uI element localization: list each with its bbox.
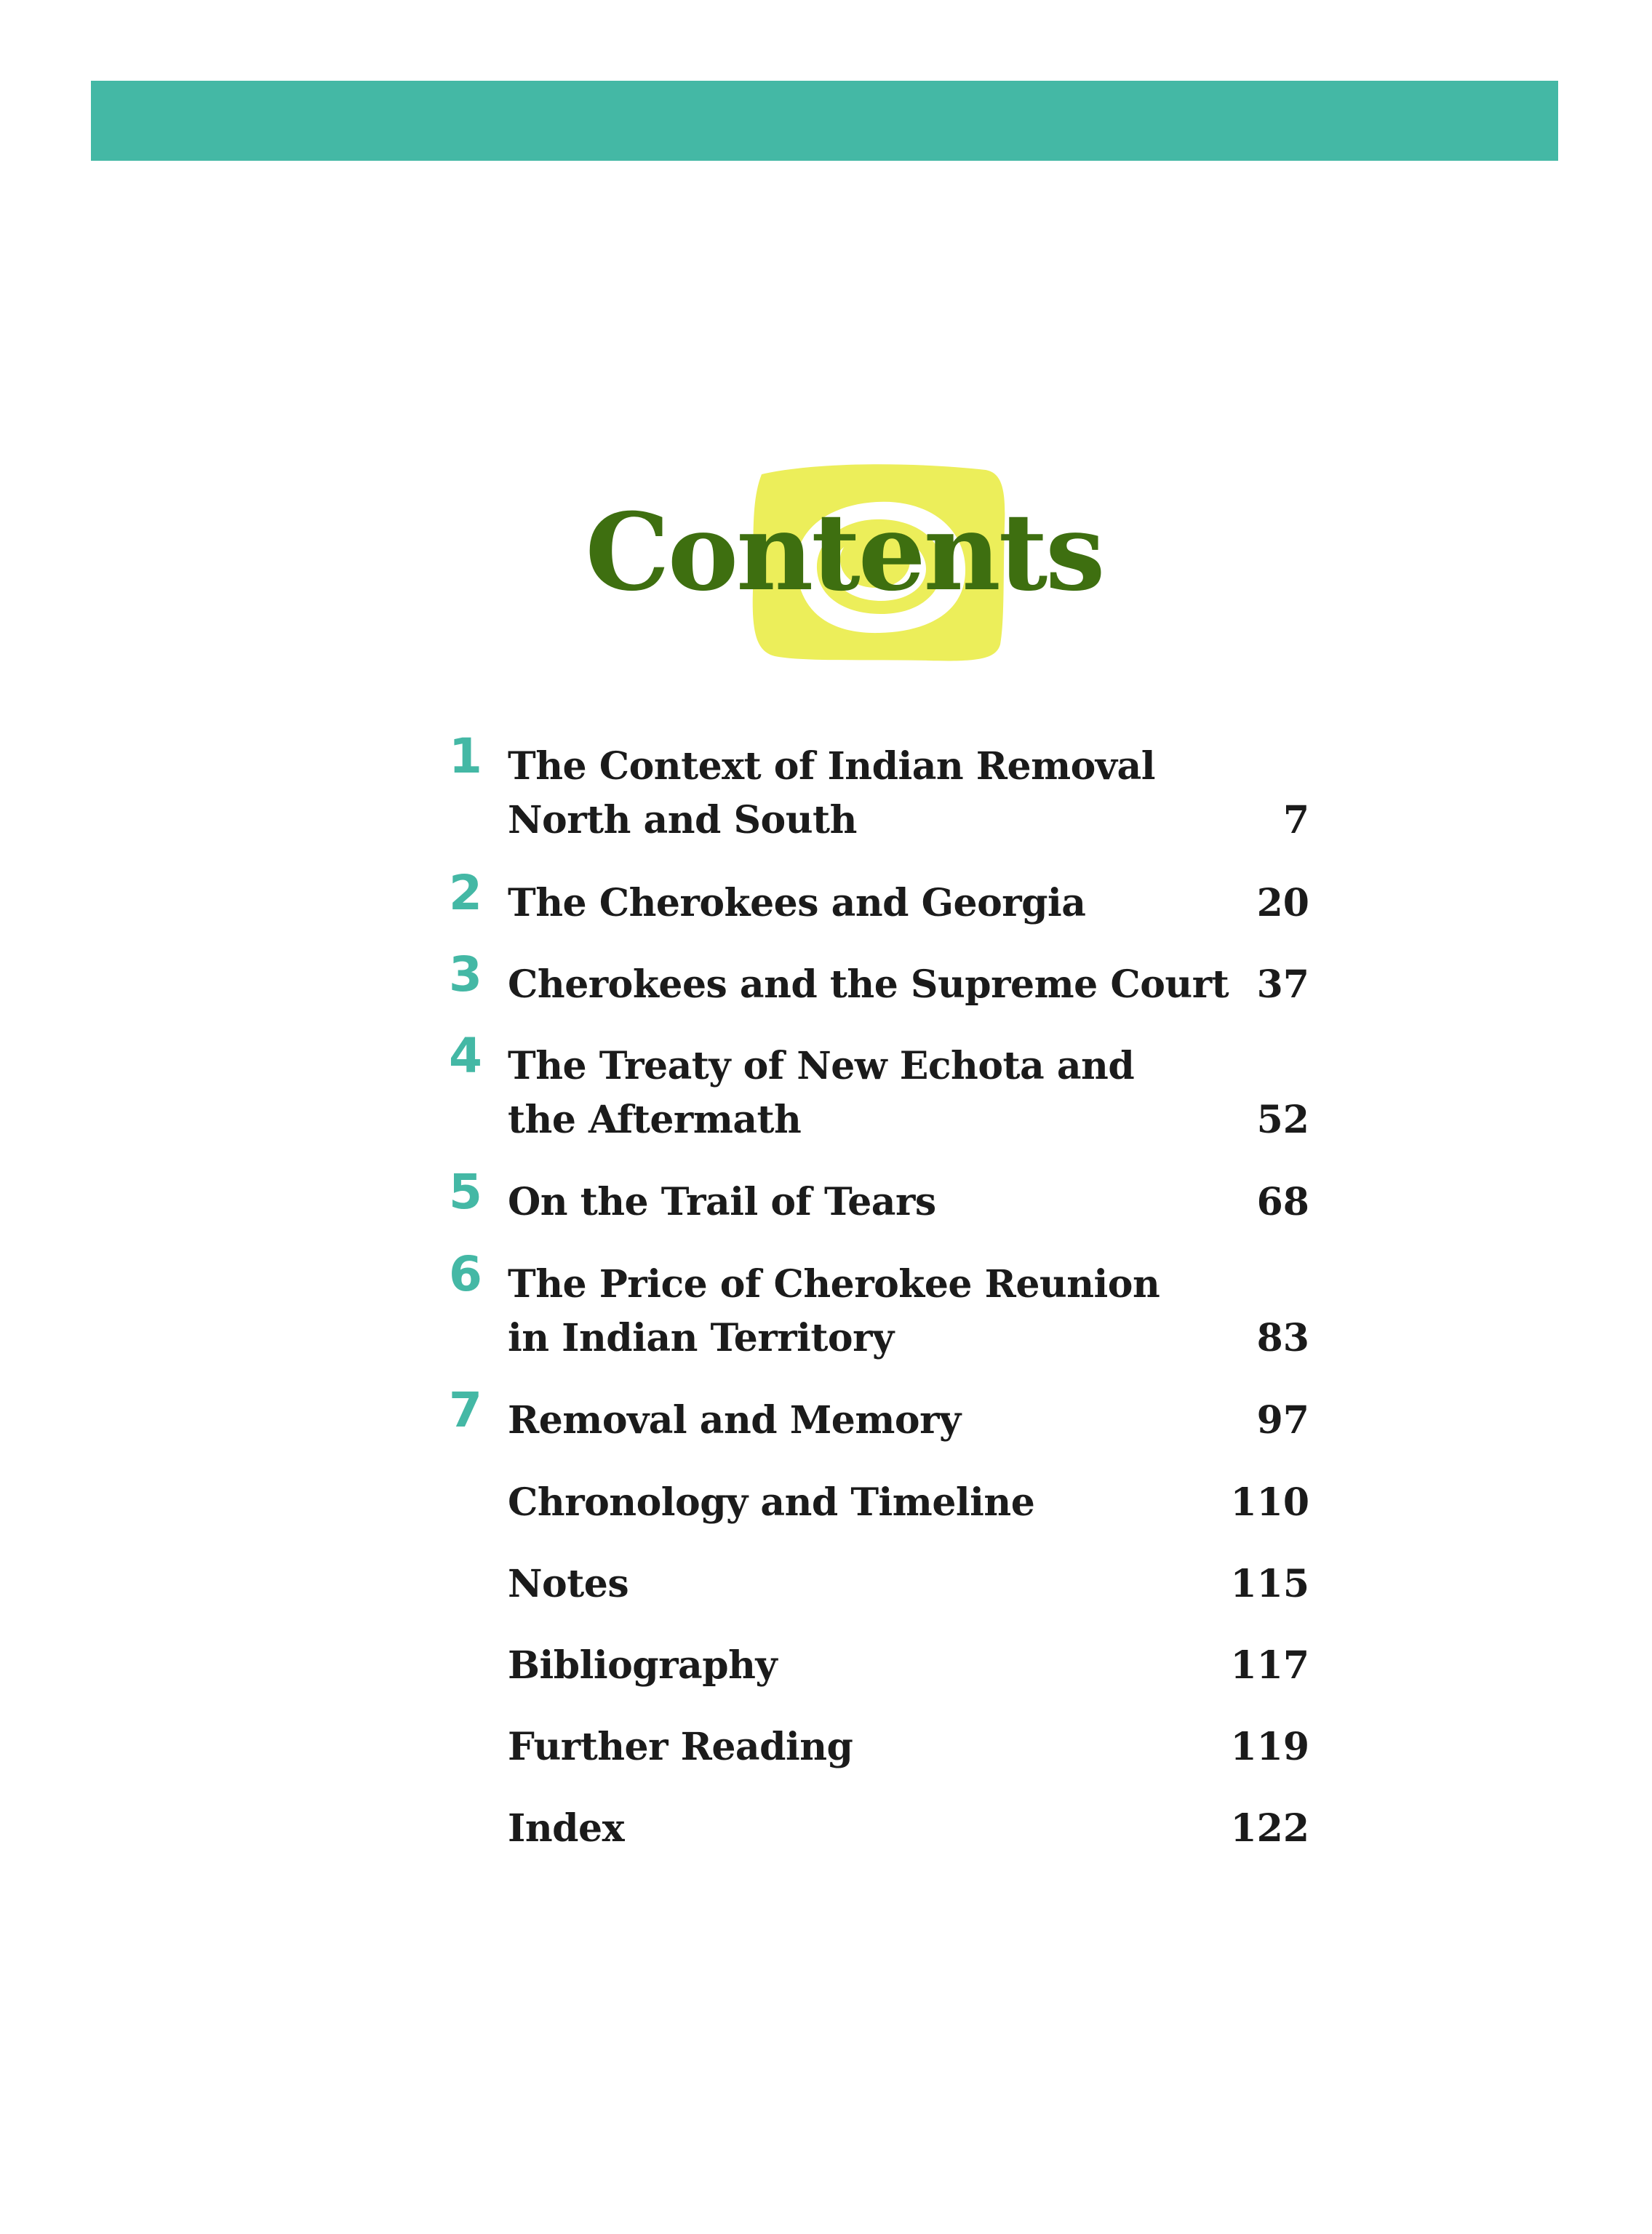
- chapter-title-line: Cherokees and the Supreme Court: [508, 962, 1229, 1007]
- chapter-number: 1: [449, 728, 482, 784]
- chapter-title: [508, 740, 1184, 847]
- chapter-title: [508, 1258, 1184, 1365]
- back-matter-title: Notes: [508, 1562, 629, 1606]
- chapter-title-line: in Indian Territory: [508, 1316, 894, 1360]
- page-number: 20: [1256, 881, 1309, 925]
- chapter-title-line: The Context of Indian Removal: [508, 744, 1155, 789]
- page-number: 119: [1230, 1725, 1309, 1769]
- chapter-number: 5: [449, 1164, 482, 1220]
- chapter-number: 7: [449, 1382, 482, 1438]
- chapter-title: [508, 1176, 1184, 1229]
- page-number: 122: [1230, 1806, 1309, 1851]
- back-matter-title: Bibliography: [508, 1643, 778, 1688]
- chapter-title-line: the Aftermath: [508, 1098, 802, 1142]
- chapter-title-line: Removal and Memory: [508, 1398, 961, 1443]
- chapter-title-line: On the Trail of Tears: [508, 1180, 936, 1224]
- chapter-title-line: North and South: [508, 798, 857, 842]
- chapter-title: [508, 1040, 1184, 1147]
- header-band: [91, 81, 1558, 161]
- chapter-number: 6: [449, 1246, 482, 1302]
- chapter-title-line: The Cherokees and Georgia: [508, 881, 1086, 925]
- page-number: 115: [1230, 1562, 1309, 1606]
- page-title: Contents: [585, 490, 1104, 615]
- page-number: 37: [1256, 962, 1309, 1007]
- chapter-title-line: The Price of Cherokee Reunion: [508, 1262, 1160, 1307]
- chapter-number: 2: [449, 865, 482, 921]
- chapter-title: [508, 958, 1229, 1012]
- page-number: 52: [1256, 1098, 1309, 1142]
- chapter-title: [508, 1394, 1184, 1448]
- page-number: 68: [1256, 1180, 1309, 1224]
- page-number: 117: [1230, 1643, 1309, 1688]
- title-block: [0, 451, 1652, 684]
- page-number: 110: [1230, 1480, 1309, 1525]
- back-matter-title: Index: [508, 1806, 625, 1851]
- chapter-number: 4: [449, 1028, 482, 1084]
- back-matter-title: Chronology and Timeline: [508, 1480, 1035, 1525]
- page-number: 7: [1282, 798, 1309, 842]
- chapter-title: [508, 877, 1184, 930]
- chapter-title-line: The Treaty of New Echota and: [508, 1044, 1135, 1088]
- page-number: 83: [1256, 1316, 1309, 1360]
- chapter-number: 3: [449, 946, 482, 1002]
- page-number: 97: [1256, 1398, 1309, 1443]
- back-matter-title: Further Reading: [508, 1725, 853, 1769]
